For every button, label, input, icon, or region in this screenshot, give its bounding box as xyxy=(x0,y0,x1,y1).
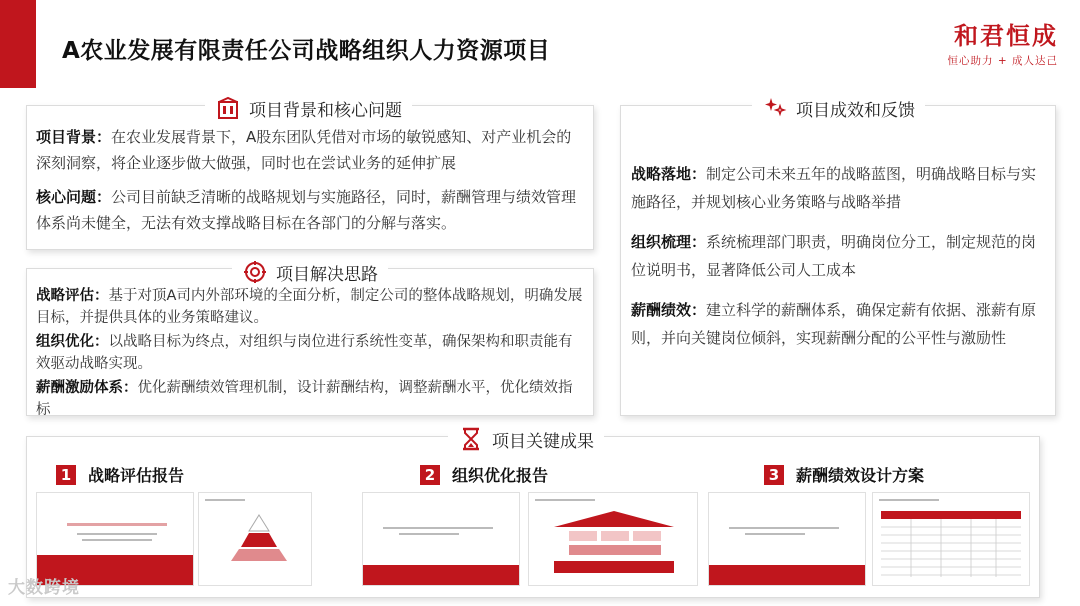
approach-para xyxy=(36,331,584,375)
org-diagram xyxy=(549,509,679,579)
brand-logo xyxy=(898,16,1058,68)
hourglass-icon xyxy=(458,426,484,452)
target-icon xyxy=(242,259,268,285)
report-thumbnail xyxy=(198,492,312,586)
thumb-footer xyxy=(709,565,865,585)
table-diagram xyxy=(881,511,1021,579)
deliverable-number: 1 xyxy=(56,465,76,485)
thumb-line xyxy=(729,527,839,529)
para-label: 薪酬绩效： xyxy=(631,301,707,319)
results-para xyxy=(631,296,1045,352)
thumb-line xyxy=(399,533,459,535)
background-text xyxy=(36,124,584,244)
results-text xyxy=(631,160,1045,364)
thumb-line xyxy=(205,499,245,501)
para-text: 以战略目标为终点，对组织与岗位进行系统性变革，确保架构和职责能有效驱动战略实现。 xyxy=(36,334,573,372)
approach-para xyxy=(36,285,584,329)
results-para xyxy=(631,160,1045,216)
background-para xyxy=(36,124,584,176)
para-text: 在农业发展背景下，A股东团队凭借对市场的敏锐感知、对产业机会的深刻洞察，将企业逐步做大做强，同时也在尝试业务的延伸扩展 xyxy=(36,128,572,172)
deliverable-title: 组织优化报告 xyxy=(452,466,549,485)
para-label: 战略评估： xyxy=(36,288,109,304)
para-text: 系统梳理部门职责，明确岗位分工，制定规范的岗位说明书，显著降低公司人工成本 xyxy=(631,233,1037,279)
para-text: 制定公司未来五年的战略蓝图，明确战略目标与实施路径，并规划核心业务策略与战略举措 xyxy=(631,165,1037,211)
para-label: 组织优化： xyxy=(36,334,109,350)
approach-heading xyxy=(232,259,388,285)
thumb-line xyxy=(383,527,493,529)
deliverable-item-1 xyxy=(56,463,184,486)
deliverable-title: 战略评估报告 xyxy=(88,466,185,485)
deliverables-heading-label: 项目关键成果 xyxy=(492,431,594,452)
results-heading-label: 项目成效和反馈 xyxy=(796,100,915,121)
deliverable-number: 2 xyxy=(420,465,440,485)
report-thumbnail xyxy=(708,492,866,586)
report-thumbnail xyxy=(528,492,698,586)
sparkle-icon xyxy=(762,95,788,121)
thumb-footer xyxy=(363,565,519,585)
para-label: 组织梳理： xyxy=(631,233,707,251)
logo-sub-text: 恒心助力 + 成人达己 xyxy=(947,55,1058,67)
thumb-line xyxy=(82,539,152,541)
watermark: 大数跨境 xyxy=(8,578,80,598)
approach-para xyxy=(36,377,584,421)
background-para xyxy=(36,184,584,236)
thumb-line xyxy=(535,499,595,501)
deliverable-title: 薪酬绩效设计方案 xyxy=(796,466,925,485)
para-text: 公司目前缺乏清晰的战略规划与实施路径，同时，薪酬管理与绩效管理体系尚未健全，无法有效支撑战略目标在各部门的分解与落实。 xyxy=(36,188,577,232)
thumb-line xyxy=(879,499,939,501)
page-title: A农业发展有限责任公司战略组织人力资源项目 xyxy=(62,38,551,64)
deliverables-heading xyxy=(448,426,604,452)
para-text: 建立科学的薪酬体系，确保定薪有依据、涨薪有原则，并向关键岗位倾斜，实现薪酬分配的公平性与激励性 xyxy=(631,301,1037,347)
para-label: 项目背景： xyxy=(36,128,112,146)
deliverable-item-3 xyxy=(764,463,924,486)
title-accent-bar xyxy=(0,0,36,88)
approach-heading-label: 项目解决思路 xyxy=(276,264,378,285)
results-heading xyxy=(752,95,925,121)
report-thumbnail xyxy=(36,492,194,586)
building-icon xyxy=(215,95,241,121)
para-label: 核心问题： xyxy=(36,188,112,206)
background-heading-label: 项目背景和核心问题 xyxy=(249,100,402,121)
report-thumbnail xyxy=(362,492,520,586)
para-label: 战略落地： xyxy=(631,165,707,183)
thumb-line xyxy=(77,533,157,535)
pyramid-diagram xyxy=(229,513,289,563)
logo-main-text: 和君恒成 xyxy=(954,21,1058,50)
para-label: 薪酬激励体系： xyxy=(36,380,138,396)
deliverable-number: 3 xyxy=(764,465,784,485)
thumb-line xyxy=(67,523,167,526)
report-thumbnail xyxy=(872,492,1030,586)
thumb-line xyxy=(745,533,805,535)
para-text: 优化薪酬绩效管理机制，设计薪酬结构，调整薪酬水平，优化绩效指标 xyxy=(36,380,573,418)
results-para xyxy=(631,228,1045,284)
approach-text xyxy=(36,285,584,423)
deliverable-item-2 xyxy=(420,463,548,486)
background-heading xyxy=(205,95,412,121)
para-text: 基于对顶A司内外部环境的全面分析，制定公司的整体战略规划，明确发展目标，并提供具体的业务策略建议。 xyxy=(36,288,583,326)
